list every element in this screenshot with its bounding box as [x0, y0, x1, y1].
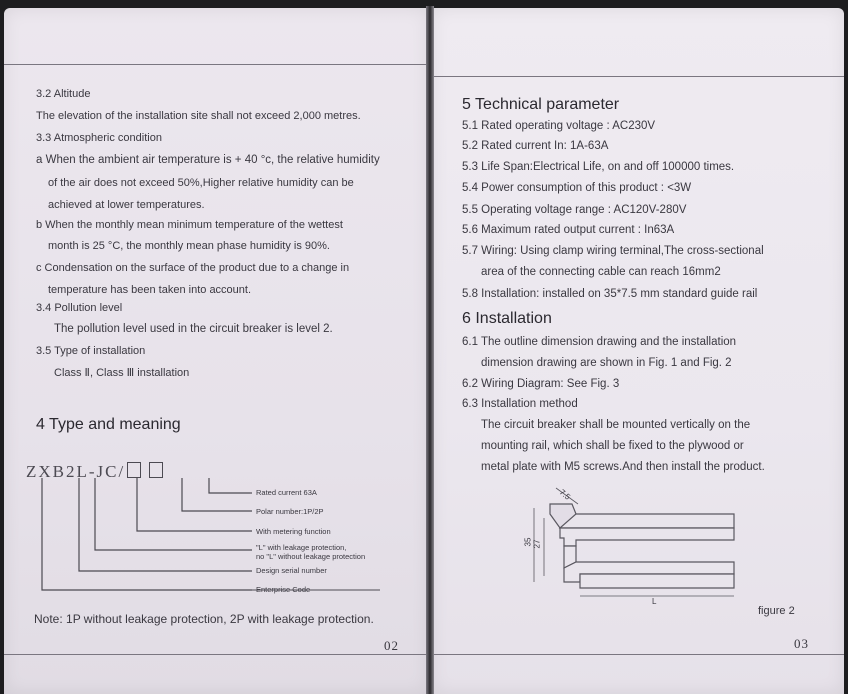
install-line: 6.1 The outline dimension drawing and the installation [462, 336, 737, 348]
text-line: Class Ⅱ, Class Ⅲ installation [54, 367, 190, 379]
text-line: temperature has been taken into account. [48, 284, 252, 296]
leader-enterprise [42, 478, 252, 590]
text-line: a When the ambient air temperature is + 40 °c, the relative humidity [36, 154, 380, 166]
text-line: of the air does not exceed 50%,Higher relative humidity can be [48, 177, 354, 189]
spec-line: 5.6 Maximum rated output current : In63A [462, 224, 675, 236]
dim-l: L [652, 597, 657, 606]
left-footer-rule [4, 654, 426, 655]
install-line: metal plate with M5 screws.And then install the product. [481, 461, 765, 473]
dim-7-5: 7.5 [557, 487, 573, 502]
text-line: c Condensation on the surface of the product due to a change in [36, 262, 350, 274]
spec-line: 5.8 Installation: installed on 35*7.5 mm standard guide rail [462, 288, 758, 300]
right-footer-rule [434, 654, 844, 655]
spec-line: 5.3 Life Span:Electrical Life, on and off 100000 times. [462, 161, 735, 173]
text-line: achieved at lower temperatures. [48, 199, 205, 211]
legend-rated-current: Rated current 63A [256, 488, 317, 497]
section-title-installation: 6 Installation [462, 310, 552, 327]
spec-line: area of the connecting cable can reach 16mm2 [481, 266, 721, 278]
text-line: The elevation of the installation site shall not exceed 2,000 metres. [36, 110, 361, 122]
book-gutter [426, 6, 434, 694]
install-line: dimension drawing are shown in Fig. 1 and Fig. 2 [481, 357, 732, 369]
note-text: Note: 1P without leakage protection, 2P with leakage protection. [34, 612, 374, 626]
text-line: month is 25 °C, the monthly mean phase humidity is 90%. [48, 240, 330, 252]
install-line: 6.3 Installation method [462, 398, 578, 410]
leader-leakage [95, 478, 252, 550]
legend-polar-number: Polar number:1P/2P [256, 507, 324, 516]
spec-line: 5.2 Rated current In: 1A-63A [462, 140, 609, 152]
dim-35: 35 [523, 537, 533, 547]
legend-design-serial: Design serial number [256, 566, 327, 575]
code-box-2 [149, 462, 163, 478]
install-line: 6.2 Wiring Diagram: See Fig. 3 [462, 378, 620, 390]
legend-leakage-2: no "L" without leakage protection [256, 552, 366, 561]
leader-design-serial [79, 478, 252, 571]
right-header-rule [434, 76, 844, 77]
page-number-left: 02 [384, 638, 399, 653]
legend-underlines [232, 490, 382, 600]
legend-enterprise-code: Enterprise Code [256, 585, 311, 594]
spec-line: 5.1 Rated operating voltage : AC230V [462, 120, 656, 132]
figure-caption: figure 2 [758, 605, 795, 617]
page-number-right: 03 [794, 636, 809, 651]
spec-line: 5.5 Operating voltage range : AC120V-280V [462, 204, 687, 216]
legend-metering: With metering function [256, 527, 331, 536]
spec-line: 5.7 Wiring: Using clamp wiring terminal,The cross-sectional [462, 245, 764, 257]
section-title-type-meaning: 4 Type and meaning [36, 416, 181, 433]
text-line: The pollution level used in the circuit breaker is level 2. [54, 323, 333, 335]
left-header-rule [4, 64, 426, 65]
install-line: The circuit breaker shall be mounted vertically on the [481, 419, 751, 431]
din-rail-drawing [520, 484, 750, 614]
code-box-1 [127, 462, 141, 478]
model-code-text: ZXB2L-JC/ [26, 462, 126, 481]
text-line: 3.3 Atmospheric condition [36, 132, 162, 144]
dim-27: 27 [532, 539, 542, 549]
text-line: 3.4 Pollution level [36, 302, 123, 314]
install-line: mounting rail, which shall be fixed to the plywood or [481, 440, 744, 452]
legend-leakage-1: "L" with leakage protection, [256, 543, 347, 552]
section-title-technical: 5 Technical parameter [462, 96, 620, 113]
spec-line: 5.4 Power consumption of this product : <3W [462, 182, 692, 194]
text-line: 3.5 Type of installation [36, 345, 146, 357]
text-line: b When the monthly mean minimum temperature of the wettest [36, 219, 343, 231]
text-line: 3.2 Altitude [36, 88, 91, 100]
